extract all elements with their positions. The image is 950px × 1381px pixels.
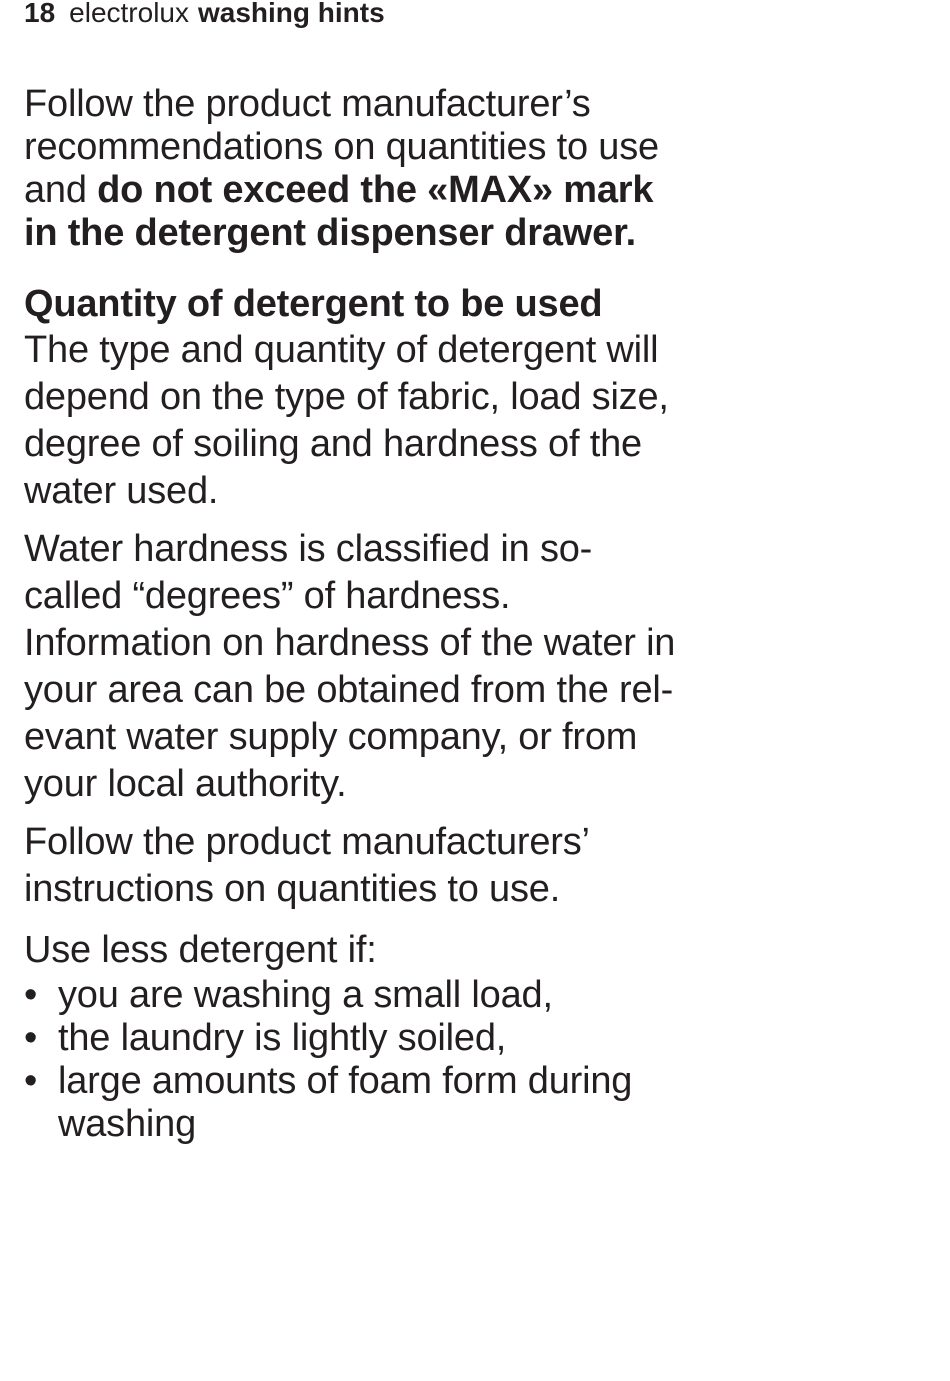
less-detergent-intro: Use less detergent if: [24, 929, 377, 971]
max-mark-warning: do not exceed the «MAX» mark [97, 169, 654, 211]
text-line: Water hardness is classified in so- [24, 528, 593, 570]
less-detergent-list [24, 974, 924, 1146]
list-item [24, 1017, 924, 1060]
text-line: evant water supply company, or from [24, 716, 638, 758]
intro-line: recommendations on quantities to use [24, 126, 659, 168]
text-line: water used. [24, 470, 219, 512]
page-header [24, 0, 385, 31]
intro-paragraph [24, 83, 924, 255]
page-content [24, 83, 924, 1146]
intro-text: and [24, 169, 98, 211]
text-line: The type and quantity of detergent will [24, 329, 659, 371]
water-hardness-paragraph [24, 526, 924, 808]
bullet-icon: • [24, 1060, 38, 1102]
text-line: degree of soiling and hardness of the [24, 423, 642, 465]
list-item-text: the laundry is lightly soiled, [58, 1017, 507, 1059]
text-line: called “degrees” of hardness. [24, 575, 511, 617]
list-item [24, 1060, 924, 1146]
list-item-text: you are washing a small load, [58, 974, 553, 1016]
bullet-icon: • [24, 974, 38, 1016]
list-item-text: washing [58, 1103, 197, 1145]
manufacturer-instructions-paragraph [24, 819, 924, 913]
list-item [24, 974, 924, 1017]
text-line: your area can be obtained from the rel- [24, 669, 674, 711]
less-detergent-section [24, 927, 924, 1146]
section-title: washing hints [198, 0, 385, 28]
text-line: your local authority. [24, 763, 347, 805]
text-line: Follow the product manufacturers’ [24, 821, 590, 863]
section-heading: Quantity of detergent to be used [24, 283, 603, 325]
quantity-paragraph [24, 281, 924, 515]
text-line: instructions on quantities to use. [24, 868, 561, 910]
brand-name: electrolux [69, 0, 189, 28]
list-item-text: large amounts of foam form during [58, 1060, 633, 1102]
intro-line [24, 169, 924, 212]
max-mark-warning-continued: in the detergent dispenser drawer. [24, 212, 636, 254]
page-number: 18 [24, 0, 56, 28]
text-line: Information on hardness of the water in [24, 622, 676, 664]
text-line: depend on the type of fabric, load size, [24, 376, 669, 418]
bullet-icon: • [24, 1017, 38, 1059]
intro-line: Follow the product manufacturer’s [24, 83, 591, 125]
